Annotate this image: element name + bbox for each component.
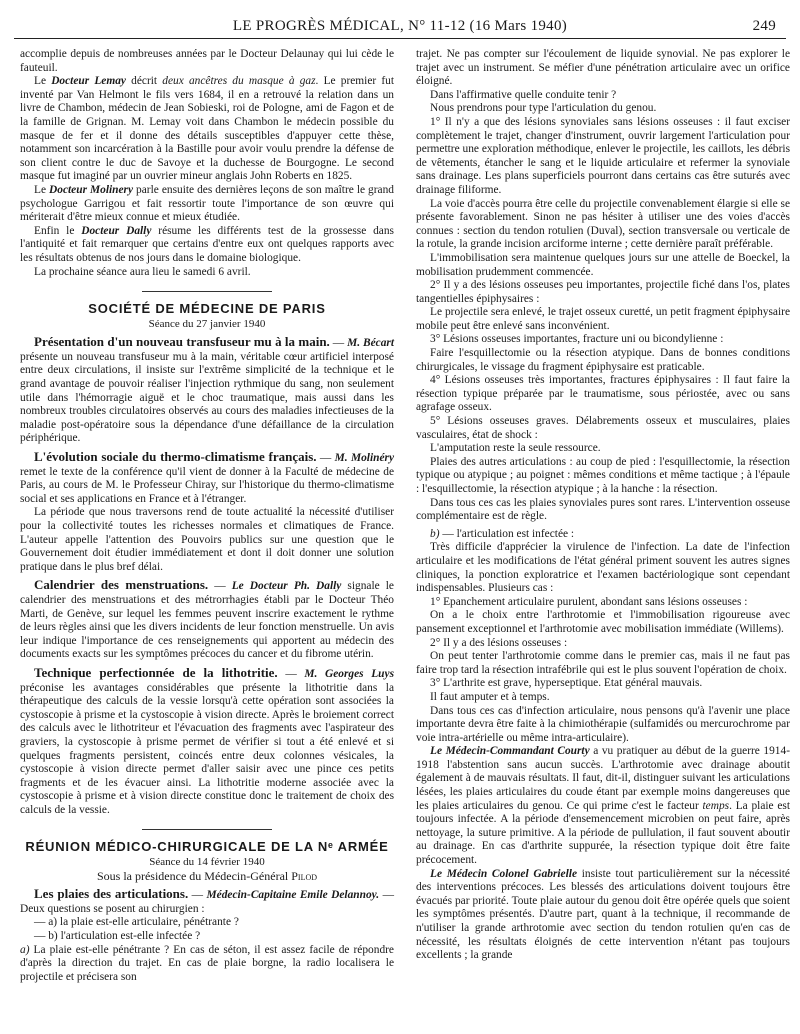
running-header <box>14 18 786 39</box>
text: a vu pratiquer au début de la guerre 1914-1918 l'abstention sans aucun succès. L'arthrotomie avec drainage aboutit également à de mauvais résultats. Il faut, dit-il, distinguer suivant les articulations lésées, les plaies articulaires du coude étant par exemple moins dangereuses que les plaies articulaires du genou. Ce qui prime c'est le facteur <box>416 745 790 812</box>
paragraph: Dans tous ces cas d'infection articulaire, nous pensons qu'à l'avenir une place importante devra être faite à la chimiothérapie (sulfamidés ou mercurochrome par voie intra-artérielle ou même intra-articulaire). <box>416 704 790 744</box>
article-title: Technique perfectionnée de la lithotritie. <box>34 664 278 680</box>
paragraph: On a le choix entre l'arthrotomie et l'immobilisation rigoureuse avec pansement exceptionnel et l'arthrotomie avec mobilisation immédiate (Willems). <box>416 609 790 635</box>
text: parle ensuite des dernières leçons de son maître le grand psychologue Garrigou et fait ressortir toute l'importance de son œuvre qui mériterait d'être mieux connue et mieux étudiée. <box>20 183 394 224</box>
paragraph: 2° Il y a des lésions osseuses peu importantes, projectile fiché dans l'os, plates tangentielles épiphysaires : <box>416 279 790 305</box>
author-name: Le Médecin Colonel Gabrielle <box>430 867 577 880</box>
list-item: — a) la plaie est-elle articulaire, pénétrante ? <box>34 916 239 929</box>
author-name: M. Georges Luys <box>304 667 395 680</box>
paragraph <box>20 944 394 985</box>
text: — <box>329 337 348 350</box>
text: Le <box>34 75 52 88</box>
emphasis: temps <box>702 799 730 812</box>
article-title: Calendrier des menstruations. <box>34 577 209 593</box>
chair-name: Pilod <box>291 868 318 883</box>
text: décrit <box>125 75 163 88</box>
author-name: Docteur Molinery <box>49 183 134 196</box>
paragraph <box>20 184 394 225</box>
paragraph: Dans tous ces cas les plaies synoviales pures sont rares. L'intervention osseuse complémentaire est de règle. <box>416 496 790 523</box>
session-chair <box>20 870 394 884</box>
paragraph <box>416 745 790 867</box>
author-name: M. Bécart <box>347 337 394 350</box>
page-number: 249 <box>752 18 776 34</box>
text: remet le texte de la conférence qu'il vient de donner à la Faculté de médecine de Paris, au cours de M. le Professeur Chiray, sur l'historique du thermo-climatisme social et ses applications en France et à l'étranger. <box>20 465 394 505</box>
paragraph: Il faut amputer et à temps. <box>430 690 550 703</box>
text: La plaie est-elle pénétrante ? En cas de séton, il est assez facile de répondre d'après la direction du trajet. En cas de plaie borgne, la radio localisera le projectile et précisera son <box>20 943 394 983</box>
section-divider <box>142 291 272 292</box>
paragraph: On peut tenter l'arthrotomie comme dans le premier cas, mais il ne faut pas faire trop tard la résection intrafébrile qui est le plus souvent l'opération de choix. <box>416 650 790 676</box>
emphasis: deux ancêtres du masque à gaz <box>162 75 316 88</box>
paragraph: 5° Lésions osseuses graves. Délabrements osseux et musculaires, plaies vasculaires, état de shock : <box>416 415 790 441</box>
paragraph: L'immobilisation sera maintenue quelques jours sur une attelle de Boeckel, la mobilisation prudemment commencée. <box>416 251 790 278</box>
text: Sous la présidence du Médecin-Général <box>96 868 292 883</box>
section-heading: RÉUNION MÉDICO-CHIRURGICALE DE LA Nᵉ ARMÉE <box>25 839 389 855</box>
paragraph: 2° Il y a des lésions osseuses : <box>430 636 568 649</box>
paragraph <box>20 450 394 506</box>
article-title: L'évolution sociale du thermo-climatisme français. <box>34 449 317 465</box>
text: Enfin le <box>34 224 82 237</box>
text: . Le premier fut inventé par Van Helmont le fils vers 1684, il en a retrouvé la relation dans un livre de Chambon, médecin de Jean Sobieski, roi de Pologne, ami de Fagon et de la famille de Grignan. M. Lemay voit dans Chambon le médecin possible du masque de fer et il donne des détails susceptibles d'appuyer cette thèse, notamment son incarcération à la Bastille pour avoir voulu prendre la défense de son client contre le duc de Savoye et la duchesse de Bourgogne. Le second masque fut imaginé par un ouvrier mineur anglais John Roberts en 1825. <box>20 75 395 183</box>
text: . La plaie est toujours infectée. A la période d'ensemencement microbien on peut faire, après nettoyage, la suture primitive. A la période de pullulation, il faut souvent aboutir au drainage. En cas d'arthrite suppurée, la résection typique doit être faite précocement. <box>416 799 790 867</box>
paragraph: 1° Il n'y a que des lésions synoviales sans lésions osseuses : il faut exciser complètement le trajet, changer d'instrument, ouvrir largement l'articulation pour permettre une exploration méthodique, enlever le projectile, les caillots, les débris de vêtements, étancher le sang et le liquide articulaire et refermer la synoviale sans drainage. Les plans superficiels pourront dans certains cas être suturés avec drainage filiforme. <box>416 115 790 196</box>
paragraph <box>20 225 394 266</box>
paragraph <box>20 335 394 446</box>
section-divider <box>142 829 272 830</box>
left-column <box>20 48 394 984</box>
journal-title: LE PROGRÈS MÉDICAL, N° 11-12 (16 Mars 1940) <box>232 18 568 34</box>
author-name: Médecin-Capitaine Emile Delannoy. <box>206 889 380 902</box>
article-title: Les plaies des articulations. <box>34 886 189 902</box>
paragraph: 1° Epanchement articulaire purulent, abondant sans lésions osseuses : <box>430 595 748 608</box>
item-label: b) <box>430 527 440 540</box>
paragraph: La voie d'accès pourra être celle du projectile convenablement élargie si elle se présente favorablement. Sinon ne pas hésiter à utiliser une des voies d'accès connues : section du tendon rotulien (Duval), section transversale ou verticale de la rotule, la grande incision arciforme interne ; cette dernière paraît préférable. <box>416 197 790 251</box>
paragraph: Nous prendrons pour type l'articulation du genou. <box>430 102 657 115</box>
text: signale le calendrier des menstruations et des métrorrhagies établi par le Docteur Théo Marti, de Genève, sur lequel les femmes peuvent inscrire exactement le rythme de leurs règles ainsi que les divers incidents de leur fonction menstruelle. Un avis leur indique l'importance de ces renseignements qui apportent au médecin des documents exacts sur les symptômes précoces du cancer et du fibrome utérin. <box>20 580 394 661</box>
paragraph <box>416 868 790 963</box>
paragraph: La prochaine séance aura lieu le samedi 6 avril. <box>34 265 251 278</box>
paragraph <box>416 528 790 542</box>
paragraph: Plaies des autres articulations : au coup de pied : l'esquillectomie, la résection typique ou atypique ; au poignet : mêmes conditions et même tactique ; à l'épaule : l'esquillectomie, la résection atypique ; à la hanche : la résection. <box>416 455 790 495</box>
paragraph: Très difficile d'apprécier la virulence de l'infection. La date de l'infection articulaire et les modifications de l'état général priment souvent les autres signes cliniques, la ponction exploratrice et l'examen bactériologique sont cependant indispensables. Plusieurs cas : <box>416 541 790 595</box>
text: — <box>208 580 232 593</box>
paragraph: Dans l'affirmative quelle conduite tenir ? <box>430 88 617 101</box>
right-column <box>416 48 790 963</box>
author-name: Docteur Dally <box>81 224 152 237</box>
paragraph <box>20 887 394 916</box>
paragraph: 3° L'arthrite est grave, hyperseptique. Etat général mauvais. <box>430 677 703 690</box>
section-heading: SOCIÉTÉ DE MÉDECINE DE PARIS <box>88 301 326 317</box>
article-title: Présentation d'un nouveau transfuseur mu à la main. <box>34 334 330 350</box>
text: — l'articulation est infectée : <box>439 527 575 540</box>
author-name: M. Molinéry <box>334 452 394 465</box>
text: Le <box>34 183 50 196</box>
paragraph: 4° Lésions osseuses très importantes, fractures épiphysaires : Il faut faire la résection typique préparée par le traumatisme, sous périostée, avec ou sans agrafage osseux. <box>416 374 790 414</box>
author-name: Le Médecin-Commandant Courty <box>430 745 590 758</box>
item-label: a) <box>20 943 30 956</box>
author-name: Le Docteur Ph. Dally <box>231 580 342 593</box>
paragraph <box>20 578 394 662</box>
paragraph: Faire l'esquillectomie ou la résection atypique. Dans de bonnes conditions chirurgicales, le vissage du fragment épiphysaire est praticable. <box>416 347 790 373</box>
paragraph: trajet. Ne pas compter sur l'écoulement de liquide synovial. Ne pas explorer le trajet avec un instrument. Se méfier d'une pénétration articulaire avec un orifice éloigné. <box>416 48 790 88</box>
paragraph: accomplie depuis de nombreuses années par le Docteur Delaunay qui lui cède le fauteuil. <box>20 48 394 74</box>
author-name: Docteur Lemay <box>51 75 126 88</box>
list-item: — b) l'articulation est-elle infectée ? <box>34 930 201 943</box>
text: résume les différents test de la grossesse dans l'antiquité et fait remarquer que certains d'entre eux ont quelques rapports avec les résultats obtenus de nos jours dans le domaine biologique. <box>20 224 394 264</box>
paragraph: Le projectile sera enlevé, le trajet osseux curetté, un petit fragment épiphysaire mobile peut être enlevé sans inconvénient. <box>416 306 790 332</box>
text: — Deux questions se posent au chirurgien : <box>20 889 394 915</box>
text: — <box>188 889 207 902</box>
session-date: Séance du 14 février 1940 <box>149 856 265 869</box>
paragraph: 3° Lésions osseuses importantes, fracture uni ou bicondylienne : <box>430 333 724 346</box>
paragraph: La période que nous traversons rend de toute actualité la nécessité d'utiliser pour la collectivité toutes les richesses normales et climatiques de France. L'auteur appelle l'attention des Pouvoirs publics sur une question que le Gouvernement doit étudier immédiatement et dont il doit donner une solution pratique dans le plus bref délai. <box>20 506 394 573</box>
text: insiste tout particulièrement sur la nécessité des interventions précoces. Les blessés des articulations doivent toujours être évacués par priorité. Toute plaie autour du genou doit être opérée quels que soient les symptômes présentés. D'autre part, quant à la technique, il recommande de n'utiliser la grande arthrotomie avec section du tendon rotulien qu'en cas de nécessité, les résultats éloignés de cette intervention n'étant pas toujours excellents ; la grande <box>416 867 790 962</box>
paragraph <box>20 75 394 184</box>
text: préconise les avantages considérables que présente la lithotritie dans la thérapeutique des calculs de la vessie lorsqu'à cette opération sont associées la cystoscopie à prisme et la cystoscopie à vision directe. Après le broiement correct des calculs avec le lithotriteur et l'évacuation des fragments avec l'aspirateur des graviers, la cystoscopie à prisme permet de vérifier si tout a été enlevé et si quelques fragments persistent, coincés entre deux colonnes vésicales, la cystoscopie à vision directe permet d'aller saisir avec une pince ces petits fragments et de les évacuer ainsi. La lithotritie moderne associée avec la cystoscopie à prisme et à vision directe constitue donc le traitement de choix des calculs de la vessie. <box>20 681 394 816</box>
text: présente un nouveau transfuseur mu à la main, véritable cœur artificiel interposé entre deux circulations, il insiste sur l'extrême simplicité de la technique et le grand avantage de pouvoir réaliser l'injection rythmique du sang, non seulement utile dans l'hémorragie aiguë et le choc traumatique, mais aussi dans les nombreux troubles circulatoires observés au cours des maladies infectieuses de la maladie post-opératoire sous la dépendance d'une défaillance de la circulation périphérique. <box>20 350 394 445</box>
text: — <box>316 452 335 465</box>
text: — <box>277 667 305 680</box>
paragraph: L'amputation reste la seule ressource. <box>430 442 601 455</box>
session-date: Séance du 27 janvier 1940 <box>148 317 266 330</box>
paragraph <box>20 666 394 818</box>
